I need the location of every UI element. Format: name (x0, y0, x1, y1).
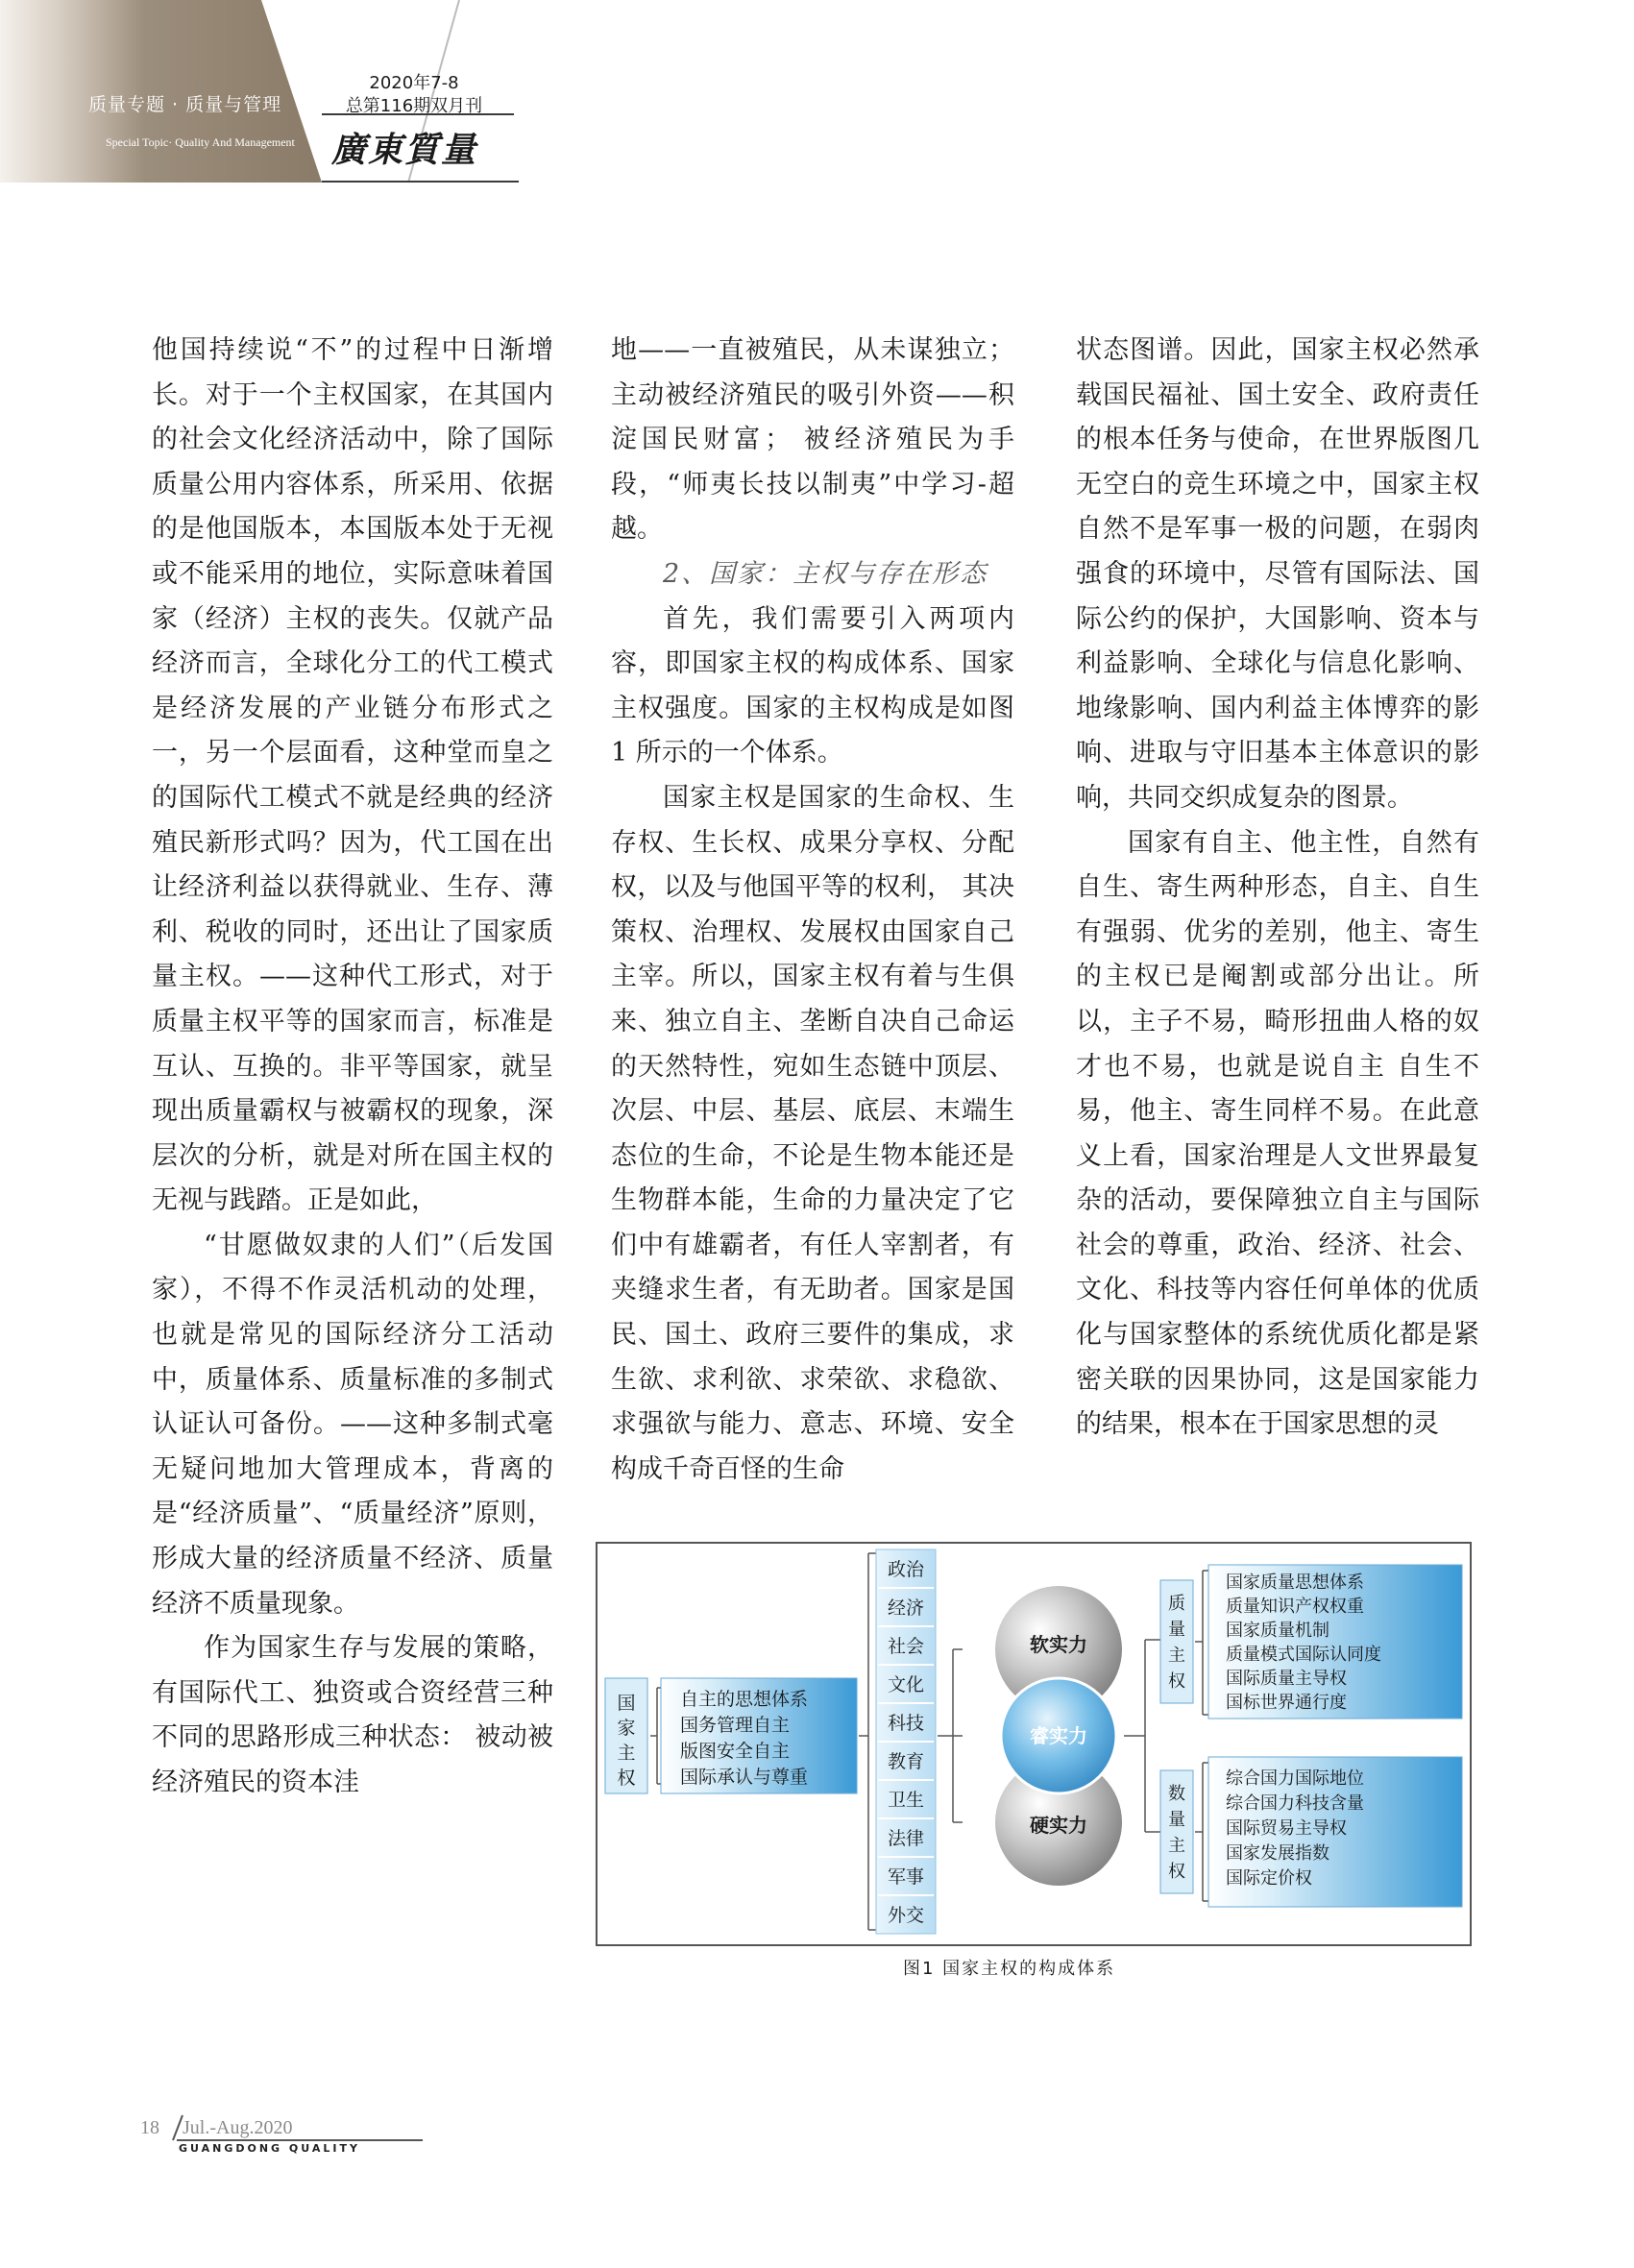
text-column-3 (1076, 329, 1479, 1448)
issue-number: 总第116期双月刊 (345, 96, 483, 116)
quality-item: 国际质量主导权 (1226, 1669, 1347, 1689)
domain-item: 科技 (887, 1713, 925, 1734)
soft-power-label: 软实力 (1030, 1633, 1087, 1656)
root-item: 国际承认与尊重 (680, 1767, 809, 1788)
paragraph: 地——一直被殖民，从未谋独立；主动被经济殖民的吸引外资——积淀国民财富； 被经济殖民为手段，“师夷长技以制夷”中学习-超越。 (611, 335, 1014, 545)
paragraph: 国家有自主、他主性，自然有自生、寄生两种形态，自主、自生有强弱、优劣的差别，他主、寄生的主权已是阉割或部分出让。所以，主子不易，畸形扭曲人格的奴才也不易，也就是说自主 自生不易，他主、寄生同样不易。在此意义上看，国家治理是人文世界最复杂的活动，要保障独立自主与国际社会的尊重，政治、经济、社会、文化、科技等内容任何单体的优质化与国家整体的系统优质化都是紧密关联的因果协同，这是国家能力的结果，根本在于国家思想的灵 (1076, 827, 1479, 1440)
paragraph: 国家主权是国家的生命权、生存权、生长权、成果分享权、分配权，以及与他国平等的权利， 其决策权、治理权、发展权由国家自己主宰。所以，国家主权有着与生俱来、独立自主、垄断自决自己命运的天然特性，宛如生态链中顶层、次层、中层、基层、底层、末端生态位的生命，不论是生物本能还是生物群本能，生命的力量决定了它们中有雄霸者，有任人宰割者，有夹缝求生者，有无助者。国家是国民、国土、政府三要件的集成，求生欲、求利欲、求荣欲、求稳欲、求强欲与能力、意志、环境、安全构成千奇百怪的生命 (611, 782, 1014, 1484)
issue-date: 2020年7-8 (369, 73, 459, 93)
hard-power-label: 硬实力 (1030, 1814, 1087, 1837)
quality-item: 质量知识产权权重 (1226, 1597, 1364, 1617)
quantity-item: 综合国力国际地位 (1226, 1768, 1364, 1789)
figure-sovereignty-system (596, 1542, 1472, 1946)
quality-item: 国标世界通行度 (1226, 1693, 1347, 1713)
domains-bracket (868, 1553, 876, 1930)
quality-label-text: 质量主权 (1168, 1594, 1185, 1692)
domain-item: 经济 (887, 1597, 925, 1619)
smart-power-label: 睿实力 (1030, 1724, 1087, 1747)
quantity-bracket (1195, 1763, 1208, 1901)
domain-item: 外交 (887, 1905, 925, 1926)
root-item: 国务管理自主 (680, 1715, 791, 1736)
root-item: 版图安全自主 (680, 1741, 791, 1762)
section-subtitle: Special Topic· Quality And Management (106, 135, 295, 149)
quantity-item: 国际定价权 (1226, 1868, 1312, 1889)
root-item: 自主的思想体系 (680, 1689, 809, 1710)
footer-brand: GUANGDONG QUALITY (179, 2142, 360, 2155)
text-column-1 (152, 329, 553, 1806)
domain-item: 卫生 (887, 1790, 925, 1811)
page-number: 18 (140, 2117, 159, 2138)
paragraph: 首先，我们需要引入两项内容，即国家主权的构成体系、国家主权强度。国家的主权构成是如图 1 所示的一个体系。 (611, 603, 1014, 768)
quality-item: 质量模式国际认同度 (1226, 1645, 1381, 1665)
right-connector (1124, 1640, 1160, 1832)
header-rule-bottom (322, 181, 519, 183)
domain-item: 政治 (887, 1559, 925, 1580)
quantity-item: 综合国力科技含量 (1226, 1793, 1364, 1814)
figure-diagram (598, 1544, 1470, 1944)
domain-item: 军事 (887, 1866, 925, 1888)
domain-item: 文化 (887, 1674, 925, 1695)
figure-caption: 图1 国家主权的构成体系 (903, 1959, 1116, 1979)
quality-bracket (1195, 1571, 1208, 1715)
paragraph: 作为国家生存与发展的策略，有国际代工、独资或合资经营三种不同的思路形成三种状态： 被动被经济殖民的资本洼 (152, 1633, 553, 1797)
quantity-item: 国家发展指数 (1226, 1843, 1329, 1864)
section-heading: 2、国家：主权与存在形态 (663, 558, 988, 589)
paragraph: 状态图谱。因此，国家主权必然承载国民福祉、国土安全、政府责任的根本任务与使命，在世界版图几无空白的竞生环境之中，国家主权自然不是军事一极的问题，在弱肉强食的环境中，尽管有国际法、国际公约的保护，大国影响、资本与利益影响、全球化与信息化影响、地缘影响、国内利益主体博弈的影响、进取与守旧基本主体意识的影响，共同交织成复杂的图景。 (1076, 335, 1479, 813)
quality-item: 国家质量思想体系 (1226, 1573, 1364, 1593)
domain-item: 社会 (887, 1636, 925, 1657)
text-column-2 (611, 329, 1014, 1492)
quantity-item: 国际贸易主导权 (1226, 1818, 1347, 1839)
domain-item: 法律 (887, 1828, 925, 1849)
domains-connector (938, 1649, 963, 1822)
root-label-text: 国家主权 (617, 1693, 636, 1789)
section-title: 质量专题 · 质量与管理 (88, 94, 282, 115)
quality-item: 国家质量机制 (1226, 1621, 1329, 1641)
paragraph: 他国持续说“不”的过程中日渐增长。对于一个主权国家，在其国内的社会文化经济活动中，除了国际质量公用内容体系，所采用、依据的是他国版本，本国版本处于无视或不能采用的地位，实际意味着国家（经济）主权的丧失。仅就产品经济而言，全球化分工的代工模式是经济发展的产业链分布形式之一，另一个层面看，这种堂而皇之的国际代工模式不就是经典的经济殖民新形式吗？因为，代工国在出让经济利益以获得就业、生存、薄利、税收的同时，还出让了国家质量主权。——这种代工形式，对于质量主权平等的国家而言，标准是互认、互换的。非平等国家，就呈现出质量霸权与被霸权的现象，深层次的分析，就是对所在国主权的无视与践踏。正是如此， (152, 335, 553, 1216)
quantity-label-text: 数量主权 (1168, 1784, 1185, 1882)
paragraph: “甘愿做奴隶的人们”（后发国家），不得不作灵活机动的处理，也就是常见的国际经济分工活动中，质量体系、质量标准的多制式认证认可备份。——这种多制式毫无疑问地加大管理成本，背离的是“经济质量”、“质量经济”原则，形成大量的经济质量不经济、质量经济不质量现象。 (152, 1230, 553, 1619)
journal-logo: 廣東質量 (331, 130, 478, 170)
domain-item: 教育 (887, 1751, 925, 1772)
root-bracket (650, 1688, 661, 1784)
footer-date: Jul.-Aug.2020 (183, 2117, 293, 2138)
